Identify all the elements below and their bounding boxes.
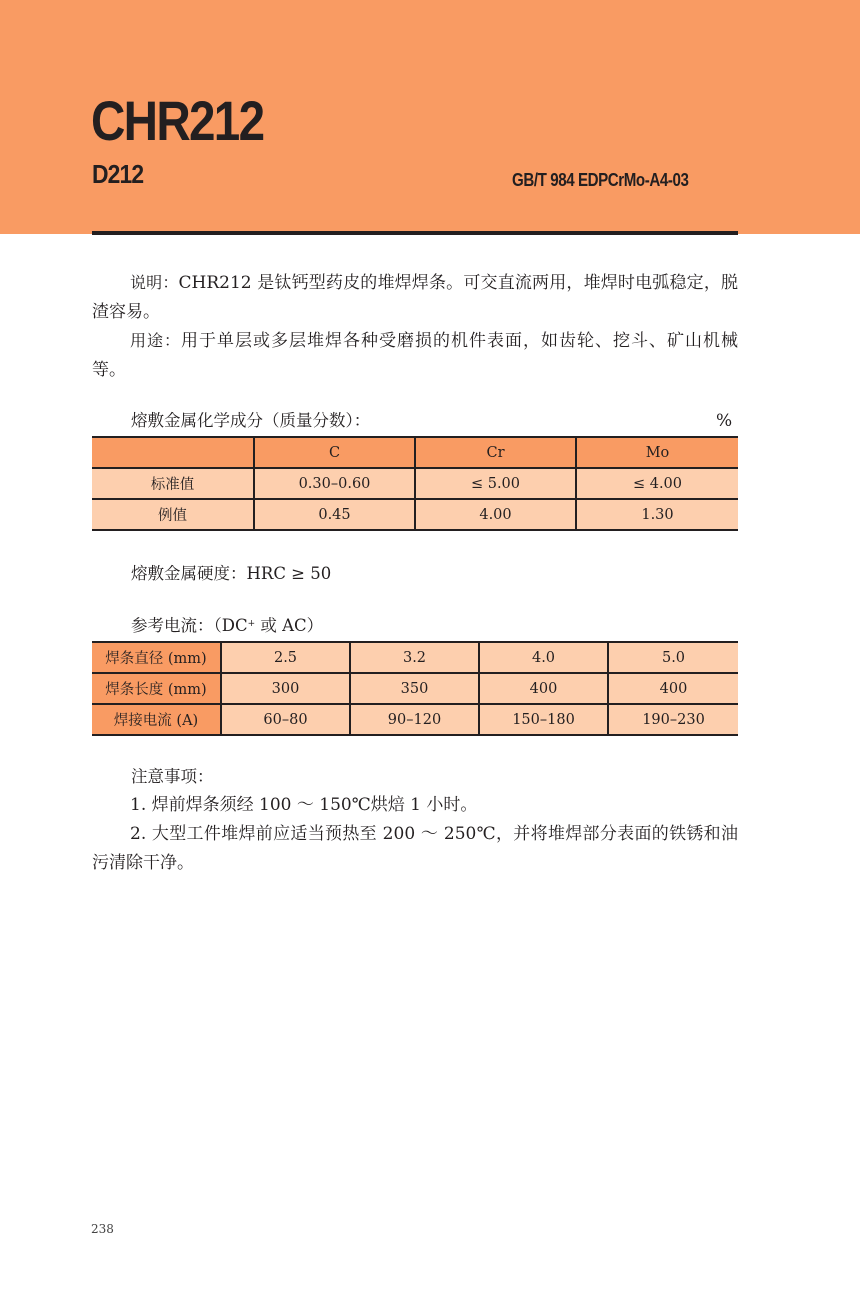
composition-header-row <box>92 437 738 468</box>
table-cell: 400 <box>479 673 608 704</box>
polarity-close: 或 AC） <box>255 616 324 635</box>
row-header-cell: 焊条直径 (mm) <box>92 642 221 673</box>
row-header-cell: 焊接电流 (A) <box>92 704 221 735</box>
polarity-note <box>214 616 324 635</box>
description-label: 说明： <box>130 273 179 292</box>
header-rule <box>92 231 738 235</box>
product-code: CHR212 <box>91 89 264 152</box>
table-row <box>92 642 738 673</box>
note-text: 1. 焊前焊条须经 100 ～ 150℃烘焙 1 小时。 <box>130 795 478 815</box>
page-number: 238 <box>91 1222 114 1236</box>
standard-designation: GB/T 984 EDPCrMo-A4-03 <box>512 170 689 190</box>
current-table <box>92 641 738 736</box>
table-row <box>92 468 738 499</box>
alt-product-code: D212 <box>92 159 144 189</box>
table-header-cell <box>92 437 254 468</box>
usage-paragraph <box>92 326 738 385</box>
table-cell: 3.2 <box>350 642 479 673</box>
current-title-line <box>131 614 323 638</box>
table-cell: 190–230 <box>608 704 738 735</box>
description-text: CHR212 是钛钙型药皮的堆焊焊条。可交直流两用，堆焊时电弧稳定，脱渣容易。 <box>92 273 738 322</box>
table-cell: 标准值 <box>92 468 254 499</box>
table-cell: 5.0 <box>608 642 738 673</box>
description-paragraph <box>92 268 738 327</box>
table-cell: 4.00 <box>415 499 576 530</box>
hardness-value: HRC ≥ 50 <box>246 564 332 583</box>
table-cell: 例值 <box>92 499 254 530</box>
table-cell: 350 <box>350 673 479 704</box>
table-cell: 300 <box>221 673 350 704</box>
table-cell: ≤ 4.00 <box>576 468 738 499</box>
notes-title: 注意事项： <box>131 767 214 786</box>
table-header-cell: C <box>254 437 415 468</box>
table-header-cell: Cr <box>415 437 576 468</box>
composition-title: 熔敷金属化学成分（质量分数）： <box>131 411 371 430</box>
polarity-open: （DC <box>213 616 248 635</box>
hardness-line <box>131 562 331 586</box>
row-header-cell: 焊条长度 (mm) <box>92 673 221 704</box>
note-item <box>92 791 738 820</box>
note-text: 2. 大型工件堆焊前应适当预热至 200 ～ 250℃，并将堆焊部分表面的铁锈和油污清除干净。 <box>92 824 738 873</box>
table-cell: ≤ 5.00 <box>415 468 576 499</box>
table-cell: 0.45 <box>254 499 415 530</box>
table-cell: 150–180 <box>479 704 608 735</box>
note-item <box>92 820 738 878</box>
usage-text: 用于单层或多层堆焊各种受磨损的机件表面，如齿轮、挖斗、矿山机械等。 <box>92 331 738 380</box>
table-row <box>92 499 738 530</box>
table-cell: 2.5 <box>221 642 350 673</box>
table-cell: 1.30 <box>576 499 738 530</box>
table-row <box>92 673 738 704</box>
composition-table <box>92 436 738 531</box>
current-label: 参考电流： <box>131 616 214 635</box>
hardness-label: 熔敷金属硬度： <box>131 564 247 583</box>
polarity-sup: + <box>247 619 256 629</box>
usage-label: 用途： <box>130 331 181 350</box>
composition-unit: % <box>716 411 733 431</box>
table-cell: 0.30–0.60 <box>254 468 415 499</box>
table-row <box>92 704 738 735</box>
table-cell: 400 <box>608 673 738 704</box>
table-cell: 4.0 <box>479 642 608 673</box>
table-cell: 60–80 <box>221 704 350 735</box>
table-cell: 90–120 <box>350 704 479 735</box>
table-header-cell: Mo <box>576 437 738 468</box>
